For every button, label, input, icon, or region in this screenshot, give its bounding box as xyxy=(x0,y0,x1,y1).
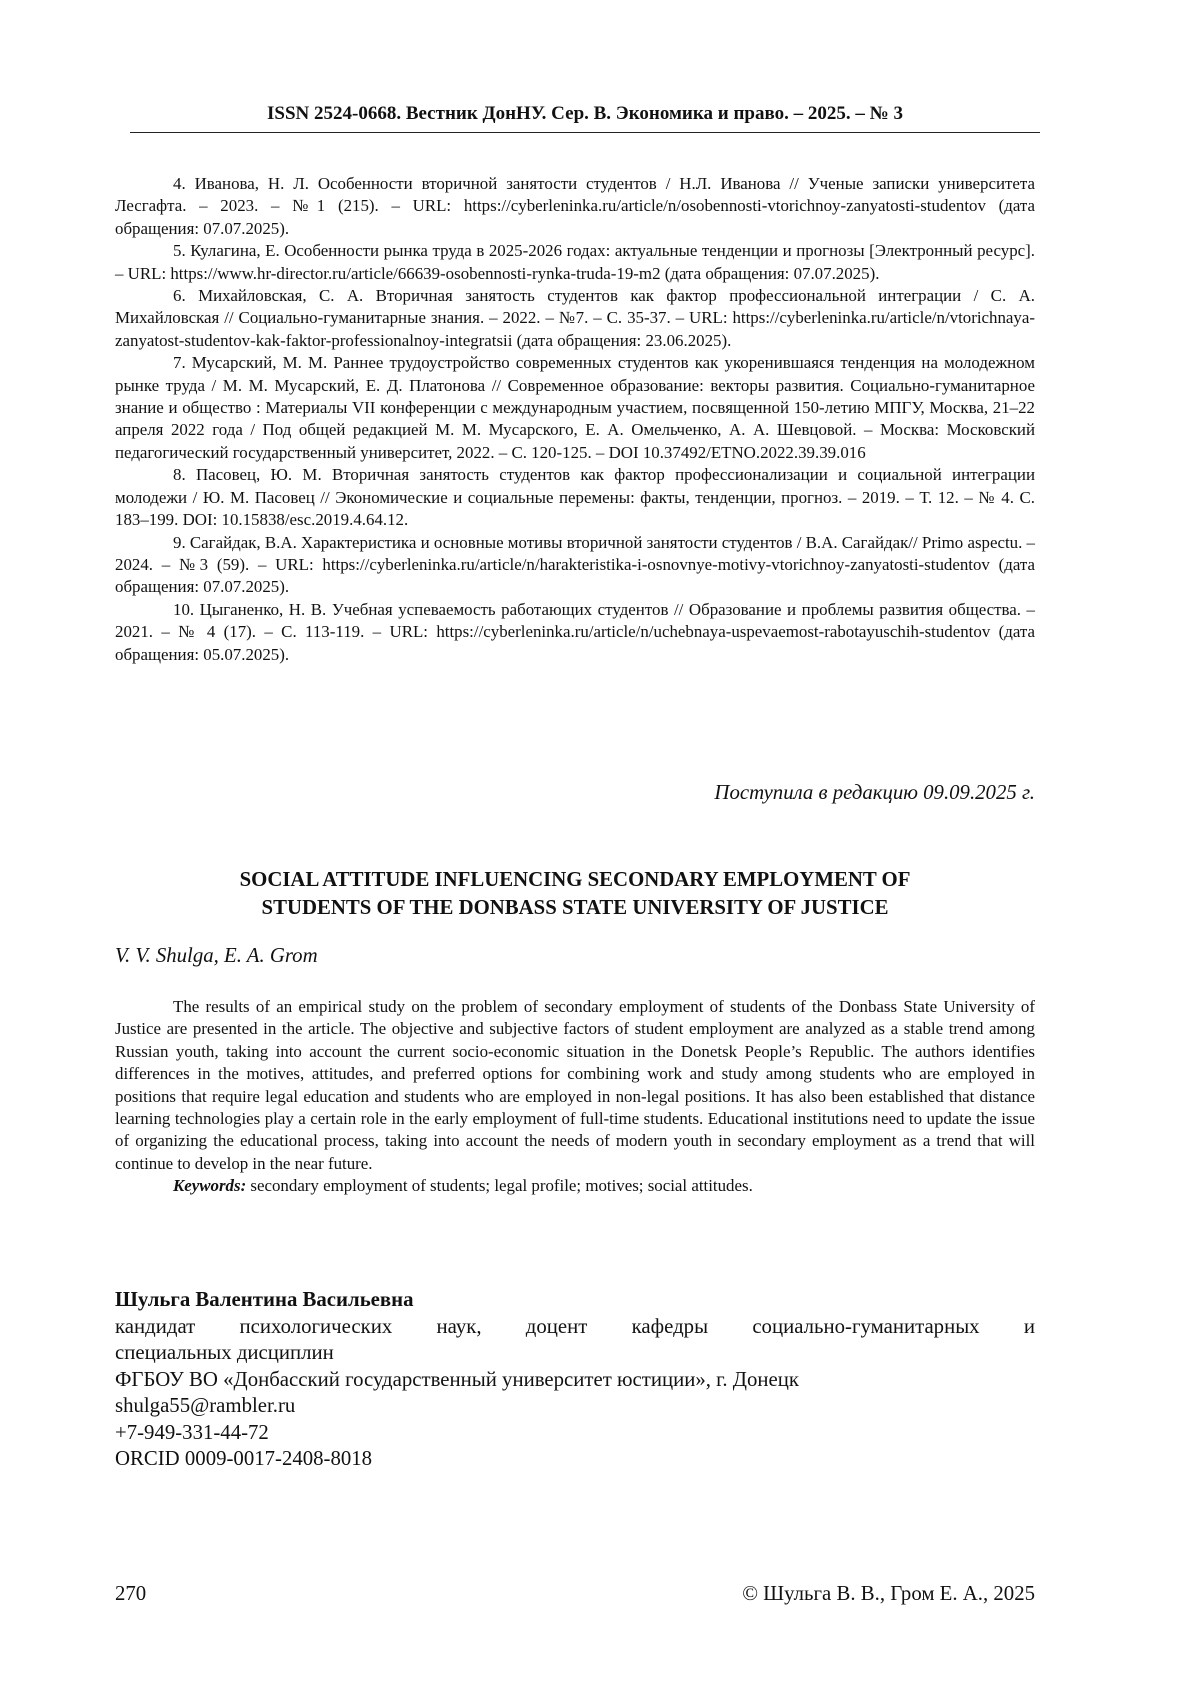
copyright-notice: © Шульга В. В., Гром Е. А., 2025 xyxy=(742,1582,1035,1605)
reference-item: 5. Кулагина, Е. Особенности рынка труда в 2025-2026 годах: актуальные тенденции и прогнозы [Электронный ресурс]. – URL: https://www.hr-director.ru/article/66639-osobennosti-rynka-truda-19-m2 (дата обращения: 07.07.2025). xyxy=(115,241,1035,283)
abstract-text: The results of an empirical study on the problem of secondary employment of students of the Donbass State University of Justice are presented in the article. The objective and subjective factors of student employment are analyzed as a stable trend among Russian youth, taking into account the current socio-economic situation in the Donetsk People’s Republic. The authors identifies differences in the motives, attitudes, and preferred options for combining work and study among students who are employed in positions that require legal education and students who are employed in non-legal positions. It has also been established that distance learning technologies play a certain role in the early employment of full-time students. Educational institutions need to update the issue of organizing the educational process, taking into account the needs of modern youth in secondary employment as a trend that will continue to develop in the near future. xyxy=(115,997,1035,1173)
author-organization: ФГБОУ ВО «Донбасский государственный университет юстиции», г. Донецк xyxy=(115,1367,799,1391)
keywords-text: secondary employment of students; legal profile; motives; social attitudes. xyxy=(246,1176,753,1196)
reference-item: 9. Сагайдак, В.А. Характеристика и основные мотивы вторичной занятости студентов / В.А. Сагайдак// Primo aspectu. – 2024. – №3 (59). – URL: https://cyberleninka.ru/article/n/harakteristika-i-osnovnye-motivy-vtorichnoy-zanyatosti-studentov (дата обращения: 07.07.2025). xyxy=(115,532,1035,597)
author-email: shulga55@rambler.ru xyxy=(115,1394,296,1417)
reference-item: 10. Цыганенко, Н. В. Учебная успеваемость работающих студентов // Образование и проблемы развития общества. – 2021. – № 4 (17). – С. 113-119. – URL: https://cyberleninka.ru/article/n/uchebnaya-uspevaemost-rabotayuschih-studentov (дата обращения: 05.07.2025). xyxy=(115,599,1035,664)
reference-item: 7. Мусарский, М. М. Раннее трудоустройство современных студентов как укоренившаяся тенденция на молодежном рынке труда / М. М. Мусарский, Е. Д. Платонова // Современное образование: векторы развития. Социально-гуманитарное знание и общество : Материалы VII конференции с международным участием, посвященной 150-летию МПГУ, Москва, 21–22 апреля 2022 года / Под общей редакцией М. М. Мусарского, Е. А. Омельченко, А. А. Шевцовой. – Москва: Московский педагогический государственный университет, 2022. – С. 120-125. – DOI 10.37492/ETNO.2022.39.39.016 xyxy=(115,353,1035,462)
title-line: STUDENTS OF THE DONBASS STATE UNIVERSITY OF JUSTICE xyxy=(261,896,889,919)
title-line: SOCIAL ATTITUDE INFLUENCING SECONDARY EMPLOYMENT OF xyxy=(239,868,911,891)
keywords-line xyxy=(115,1175,1035,1197)
english-abstract xyxy=(115,996,1035,1198)
reference-item: 6. Михайловская, С. А. Вторичная занятость студентов как фактор профессиональной интеграции / С. А. Михайловская // Социально-гуманитарные знания. – 2022. – №7. – С. 35-37. – URL: https://cyberleninka.ru/article/n/vtorichnaya-zanyatost-studentov-kak-faktor-professionalnoy-integratsii (дата обращения: 23.06.2025). xyxy=(115,286,1035,350)
author-info xyxy=(115,1287,1035,1473)
english-authors: V. V. Shulga, E. A. Grom xyxy=(115,944,318,967)
author-position: кандидат психологических наук, доцент кафедры социально-гуманитарных и xyxy=(115,1314,1035,1338)
reference-list xyxy=(115,173,1035,666)
keywords-label: Keywords: xyxy=(173,1176,247,1196)
running-header: ISSN 2524-0668. Вестник ДонНУ. Сер. В. Экономика и право. – 2025. – № 3 xyxy=(267,103,903,124)
reference-item: 4. Иванова, Н. Л. Особенности вторичной занятости студентов / Н.Л. Иванова // Ученые записки университета Лесгафта. – 2023. – №1 (215). – URL: https://cyberleninka.ru/article/n/osobennosti-vtorichnoy-zanyatosti-studentov (дата обращения: 07.07.2025). xyxy=(115,174,1035,238)
author-phone: +7-949-331-44-72 xyxy=(115,1420,269,1444)
header-divider xyxy=(130,132,1040,133)
received-date: Поступила в редакцию 09.09.2025 г. xyxy=(714,781,1035,804)
english-article-title xyxy=(115,866,1035,922)
author-position-cont: специальных дисциплин xyxy=(115,1341,334,1364)
author-name: Шульга Валентина Васильевна xyxy=(115,1288,414,1311)
author-orcid: ORCID 0009-0017-2408-8018 xyxy=(115,1447,373,1470)
reference-item: 8. Пасовец, Ю. М. Вторичная занятость студентов как фактор профессионализации и социальной интеграции молодежи / Ю. М. Пасовец // Экономические и социальные перемены: факты, тенденции, прогноз. – 2019. – Т. 12. – № 4. С. 183–199. DOI: 10.15838/esc.2019.4.64.12. xyxy=(115,465,1035,530)
page-number: 270 xyxy=(115,1582,147,1605)
